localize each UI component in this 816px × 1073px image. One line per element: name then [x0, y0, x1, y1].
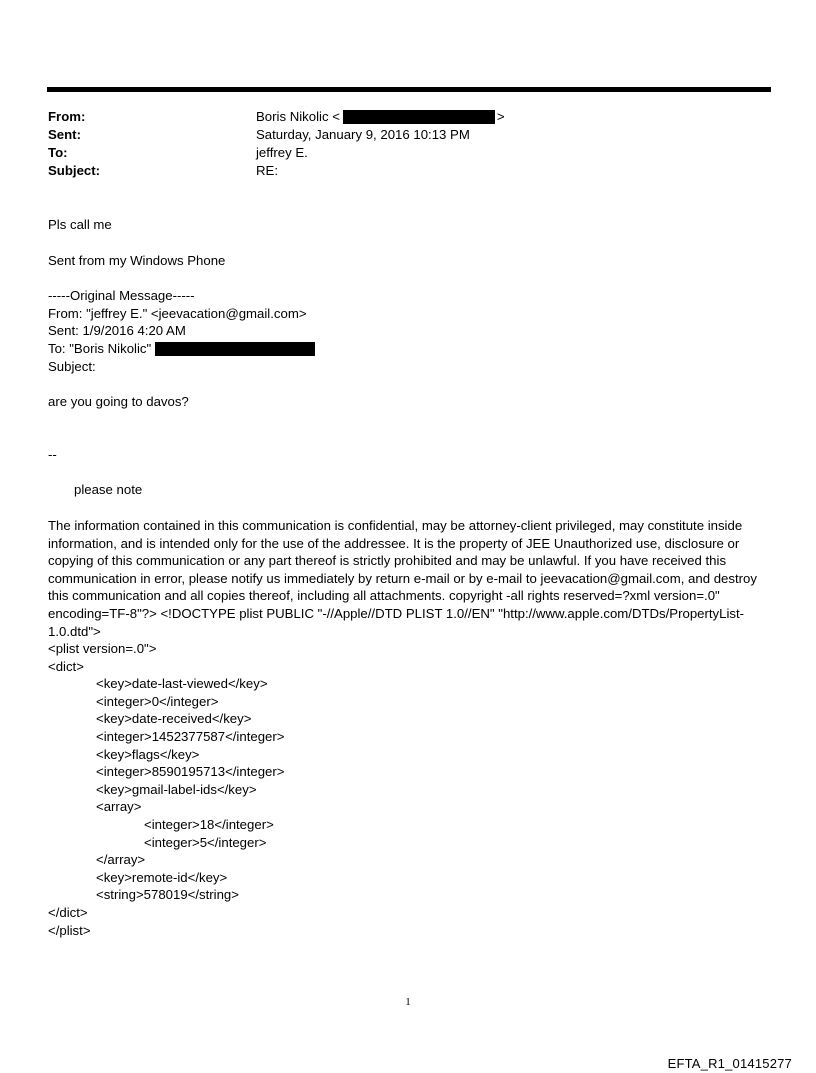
body-line: are you going to davos? — [48, 394, 189, 410]
plist-line: <integer>5</integer> — [144, 834, 267, 850]
plist-line: </dict> — [48, 905, 88, 920]
sent-value: Saturday, January 9, 2016 10:13 PM — [256, 127, 470, 143]
document-id: EFTA_R1_01415277 — [667, 1056, 792, 1071]
body-line: Sent from my Windows Phone — [48, 252, 226, 268]
original-subject: Subject: — [48, 358, 96, 374]
email-body — [48, 216, 776, 939]
plist-line: <plist version=.0"> — [48, 641, 157, 657]
from-value — [256, 108, 505, 126]
original-to — [48, 340, 776, 358]
subject-value: RE: — [256, 163, 278, 179]
plist-line: <array> — [96, 799, 142, 815]
plist-line: <string>578019</string> — [96, 887, 239, 903]
plist-line: <integer>18</integer> — [144, 817, 274, 833]
original-sent: Sent: 1/9/2016 4:20 AM — [48, 323, 186, 339]
redaction-box — [155, 342, 315, 356]
plist-line: <key>flags</key> — [96, 746, 200, 762]
plist-line: <integer>0</integer> — [96, 693, 219, 709]
email-header — [48, 108, 748, 180]
body-line: Pls call me — [48, 217, 112, 232]
original-to-text: To: "Boris Nikolic" — [48, 340, 152, 356]
plist-line: <dict> — [48, 658, 84, 674]
to-label: To: — [48, 145, 68, 161]
please-note: please note — [74, 482, 143, 498]
plist-line: <key>date-last-viewed</key> — [96, 676, 268, 692]
sent-row — [48, 126, 748, 144]
plist-line: <key>gmail-label-ids</key> — [96, 781, 257, 797]
from-name: Boris Nikolic < — [256, 109, 340, 125]
from-row — [48, 108, 748, 126]
redaction-box — [343, 110, 495, 124]
subject-row — [48, 162, 748, 180]
original-from: From: "jeffrey E." <jeevacation@gmail.com> — [48, 305, 307, 321]
plist-line: </array> — [96, 852, 146, 868]
disclaimer-paragraph: The information contained in this communication is confidential, may be attorney-client privileged, may constitute inside information, and is intended only for the use of the addressee. It is the property of JEE Unauthorized use, disclosure or copying of this communication or any part thereof is strictly prohibited and may be unlawful. If you have received this communication in error, please notify us immediately by return e-mail or by e-mail to jeevacation@gmail.com, and destroy this communication and all copies thereof, including all attachments. copyright -all rights reserved=?xml version=.0" encoding=TF-8"?> <!DOCTYPE plist PUBLIC "-//Apple//DTD PLIST 1.0//EN" "http://www.apple.com/DTDs/PropertyList-1.0.dtd"> — [48, 517, 757, 639]
plist-line: <integer>8590195713</integer> — [96, 764, 285, 780]
original-message-marker: -----Original Message----- — [48, 288, 195, 304]
plist-line: <integer>1452377587</integer> — [96, 729, 285, 745]
sent-label: Sent: — [48, 127, 81, 143]
from-close-bracket: > — [496, 109, 505, 125]
plist-line: </plist> — [48, 922, 91, 938]
subject-label: Subject: — [48, 163, 101, 179]
to-row — [48, 144, 748, 162]
plist-line: <key>date-received</key> — [96, 711, 252, 727]
header-rule — [47, 87, 771, 92]
to-value: jeffrey E. — [256, 145, 308, 161]
plist-line: <key>remote-id</key> — [96, 869, 228, 885]
from-label: From: — [48, 109, 86, 125]
page-number: 1 — [405, 996, 411, 1008]
signature-separator: -- — [48, 446, 57, 462]
